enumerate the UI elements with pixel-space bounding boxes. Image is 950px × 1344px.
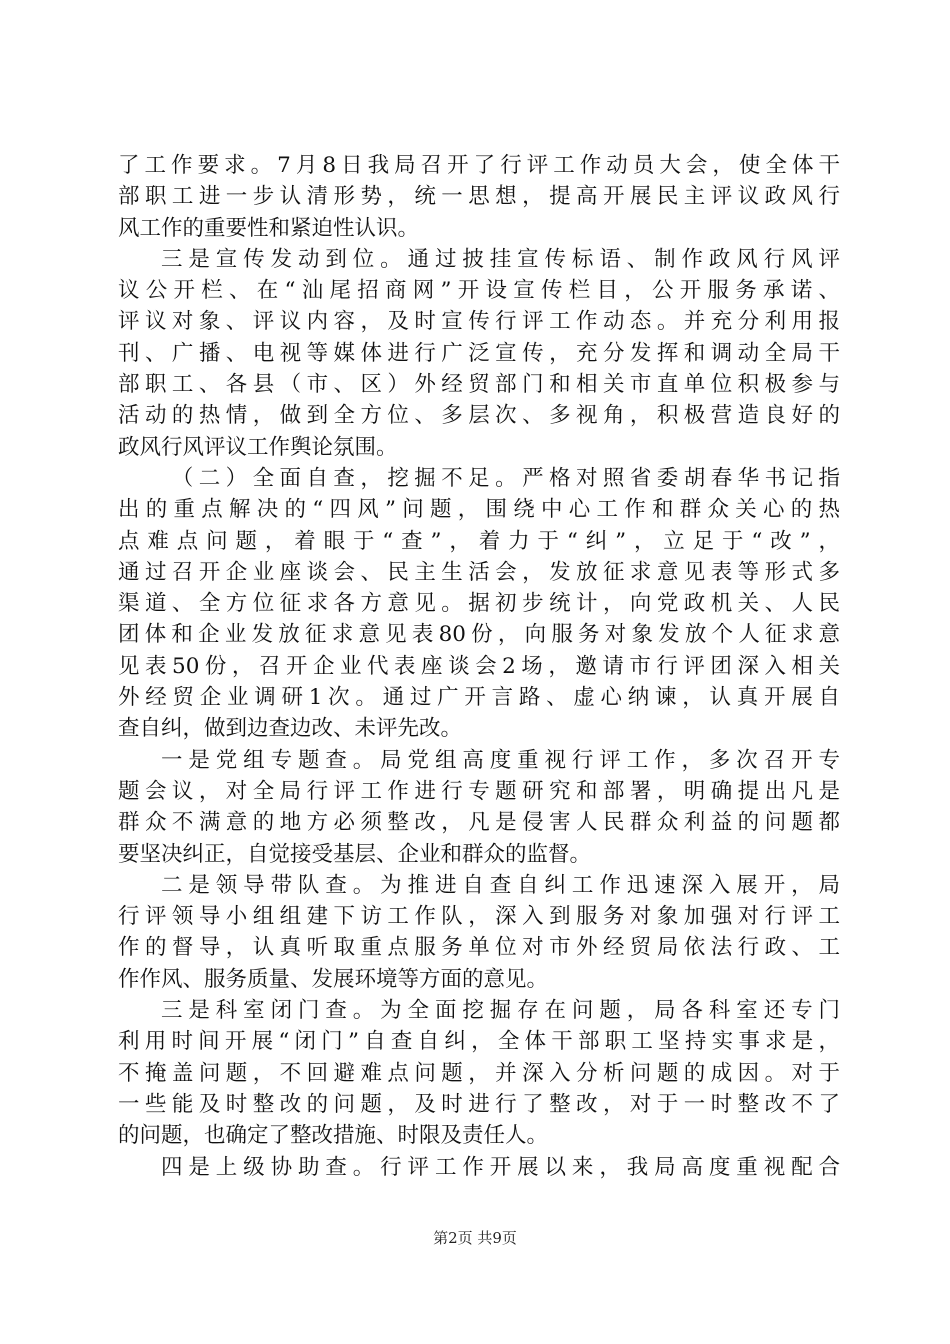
text-line: 查自纠，做到边查边改、未评先改。 (118, 716, 463, 742)
text-line: 刊、广播、电视等媒体进行广泛宣传，充分发挥和调动全局干 (118, 340, 840, 366)
text-line: 作作风、服务质量、发展环境等方面的意见。 (118, 966, 549, 992)
text-line: 题会议，对全局行评工作进行专题研究和部署，明确提出凡是 (118, 778, 840, 804)
text-line: 三是宣传发动到位。通过披挂宣传标语、制作政风行风评 (161, 246, 840, 272)
text-line: 团体和企业发放征求意见表80份，向服务对象发放个人征求意 (118, 622, 840, 648)
text-line: 不掩盖问题，不回避难点问题，并深入分析问题的成因。对于 (118, 1060, 840, 1086)
text-line: 见表50份，召开企业代表座谈会2场，邀请市行评团深入相关 (118, 653, 840, 679)
text-line: 渠道、全方位征求各方意见。据初步统计，向党政机关、人民 (118, 591, 840, 617)
text-line: 四是上级协助查。行评工作开展以来，我局高度重视配合 (161, 1154, 840, 1180)
text-line: 的问题，也确定了整改措施、时限及责任人。 (118, 1123, 549, 1149)
text-line: 部职工、各县（市、区）外经贸部门和相关市直单位积极参与 (118, 372, 840, 398)
page-footer: 第2页 共9页 (433, 1229, 517, 1247)
text-line: 部职工进一步认清形势，统一思想，提高开展民主评议政风行 (118, 184, 840, 210)
text-line: 活动的热情，做到全方位、多层次、多视角，积极营造良好的 (118, 403, 840, 429)
text-line: 政风行风评议工作舆论氛围。 (118, 434, 398, 460)
text-line: 外经贸企业调研1次。通过广开言路、虚心纳谏，认真开展自 (118, 685, 840, 711)
text-line: 二是领导带队查。为推进自查自纠工作迅速深入展开，局 (161, 872, 840, 898)
text-line: 利用时间开展“闭门”自查自纠，全体干部职工坚持实事求是， (118, 1029, 840, 1055)
text-line: 议公开栏、在“汕尾招商网”开设宣传栏目，公开服务承诺、 (118, 278, 840, 304)
text-line: 群众不满意的地方必须整改，凡是侵害人民群众利益的问题都 (118, 810, 840, 836)
text-line: 作的督导，认真听取重点服务单位对市外经贸局依法行政、工 (118, 935, 840, 961)
text-line: 了工作要求。7月8日我局召开了行评工作动员大会，使全体干 (118, 153, 840, 178)
document-body (118, 150, 840, 1183)
text-line: （二）全面自查，挖掘不足。严格对照省委胡春华书记指 (171, 465, 840, 491)
text-line: 一些能及时整改的问题，及时进行了整改，对于一时整改不了 (118, 1091, 840, 1117)
text-line: 风工作的重要性和紧迫性认识。 (118, 215, 420, 241)
text-line: 要坚决纠正，自觉接受基层、企业和群众的监督。 (118, 841, 592, 867)
text-line: 三是科室闭门查。为全面挖掘存在问题，局各科室还专门 (161, 998, 840, 1024)
text-line: 点难点问题，着眼于“查”，着力于“纠”，立足于“改”， (118, 528, 840, 554)
text-line: 出的重点解决的“四风”问题，围绕中心工作和群众关心的热 (118, 497, 840, 523)
text-line: 通过召开企业座谈会、民主生活会，发放征求意见表等形式多 (118, 559, 840, 585)
text-line: 行评领导小组组建下访工作队，深入到服务对象加强对行评工 (118, 904, 840, 930)
text-line: 一是党组专题查。局党组高度重视行评工作，多次召开专 (161, 747, 840, 773)
text-line: 评议对象、评议内容，及时宣传行评工作动态。并充分利用报 (118, 309, 840, 335)
